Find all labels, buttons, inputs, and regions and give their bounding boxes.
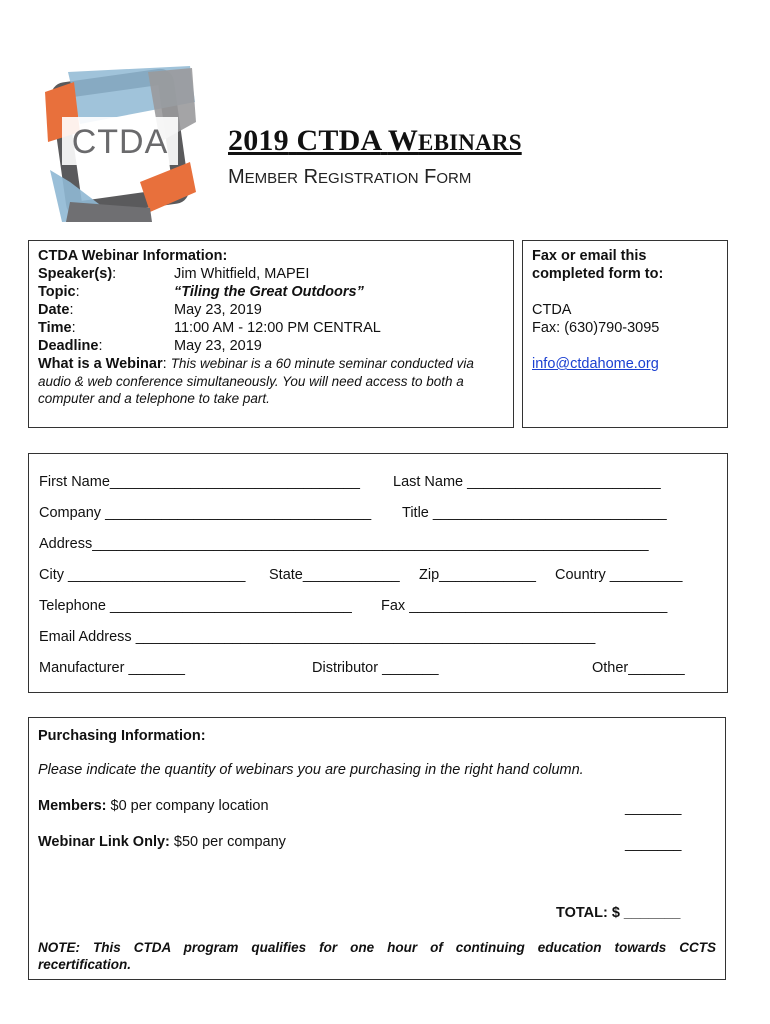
members-label: Members: <box>38 798 107 814</box>
title-year: 2019 <box>228 124 289 157</box>
fax-field[interactable]: Fax ________________________________ <box>381 598 668 614</box>
link-quantity[interactable]: _______ <box>625 836 682 852</box>
zip-field[interactable]: Zip____________ <box>419 567 536 583</box>
sub-r-rest: EGISTRATION <box>318 170 419 187</box>
time-label-text: Time <box>38 320 72 336</box>
deadline-value: May 23, 2019 <box>174 338 262 354</box>
fax-org: CTDA <box>532 302 572 318</box>
other-field[interactable]: Other_______ <box>592 660 685 676</box>
purchasing-box <box>28 717 726 980</box>
total-field[interactable]: TOTAL: $ _______ <box>556 905 681 921</box>
members-quantity[interactable]: _______ <box>625 800 682 816</box>
fax-heading-2: completed form to: <box>532 266 664 282</box>
purchasing-heading: Purchasing Information: <box>38 728 206 744</box>
sub-r: R <box>303 166 319 188</box>
distributor-field[interactable]: Distributor _______ <box>312 660 439 676</box>
country-field[interactable]: Country _________ <box>555 567 683 583</box>
colon: : <box>162 356 167 372</box>
what-line-3: computer and a telephone to take part. <box>38 391 270 406</box>
speaker-label <box>38 265 116 283</box>
members-text: $0 per company location <box>106 798 269 814</box>
email-field[interactable]: Email Address _________________________________________________________ <box>39 629 596 645</box>
colon: : <box>71 320 76 336</box>
logo-text: CTDA <box>71 123 169 161</box>
title-w-cap: W <box>387 124 419 157</box>
topic-value: “Tiling the Great Outdoors” <box>174 284 364 300</box>
sub-f-rest: ORM <box>436 170 472 187</box>
what-is-webinar <box>38 355 474 373</box>
date-label-text: Date <box>38 302 70 318</box>
company-field[interactable]: Company _________________________________ <box>39 505 372 521</box>
colon: : <box>98 338 103 354</box>
title-w-rest: EBINARS <box>418 130 522 155</box>
telephone-field[interactable]: Telephone ______________________________ <box>39 598 352 614</box>
manufacturer-field[interactable]: Manufacturer _______ <box>39 660 185 676</box>
page-subtitle <box>228 166 471 189</box>
what-line-2: audio & web conference simultaneously. You will need access to both a <box>38 374 464 389</box>
ctda-logo <box>40 62 200 224</box>
time-value: 11:00 AM - 12:00 PM CENTRAL <box>174 320 381 336</box>
webinar-info-box <box>28 240 514 428</box>
link-label: Webinar Link Only: <box>38 834 170 850</box>
fax-number: Fax: (630)790-3095 <box>532 320 660 336</box>
what-line-1: This webinar is a 60 minute seminar conducted via <box>170 356 474 371</box>
page-title <box>228 124 522 158</box>
address-field[interactable]: Address_____________________________________________________________________ <box>39 536 649 552</box>
speaker-label-text: Speaker(s) <box>38 266 113 282</box>
topic-label-text: Topic <box>38 284 76 300</box>
sub-m-rest: EMBER <box>244 170 299 187</box>
topic-label <box>38 283 80 301</box>
title-org: CTDA <box>296 124 381 157</box>
note-line-2: recertification. <box>38 957 132 972</box>
fax-email-box <box>522 240 728 428</box>
members-line <box>38 798 269 814</box>
colon: : <box>112 266 117 282</box>
sub-f: F <box>424 166 437 188</box>
info-heading: CTDA Webinar Information: <box>38 248 228 264</box>
what-label: What is a Webinar <box>38 356 163 372</box>
note-line-1: NOTE: This CTDA program qualifies for one hour of continuing education towards CCTS <box>38 940 716 955</box>
colon: : <box>75 284 80 300</box>
email-link[interactable]: info@ctdahome.org <box>532 356 659 372</box>
link-text: $50 per company <box>169 834 286 850</box>
purchasing-instruction: Please indicate the quantity of webinars you are purchasing in the right hand column. <box>38 762 584 778</box>
last-name-field[interactable]: Last Name ________________________ <box>393 474 661 490</box>
date-label <box>38 301 73 319</box>
state-field[interactable]: State____________ <box>269 567 400 583</box>
colon: : <box>69 302 74 318</box>
title-field[interactable]: Title _____________________________ <box>402 505 667 521</box>
sub-m: M <box>228 166 245 188</box>
fax-heading-1: Fax or email this <box>532 248 647 264</box>
deadline-label <box>38 337 102 355</box>
time-label <box>38 319 76 337</box>
deadline-label-text: Deadline <box>38 338 99 354</box>
city-field[interactable]: City ______________________ <box>39 567 246 583</box>
speaker-value: Jim Whitfield, MAPEI <box>174 266 310 282</box>
first-name-field[interactable]: First Name_______________________________ <box>39 474 360 490</box>
date-value: May 23, 2019 <box>174 302 262 318</box>
registration-box <box>28 453 728 693</box>
link-line <box>38 834 286 850</box>
